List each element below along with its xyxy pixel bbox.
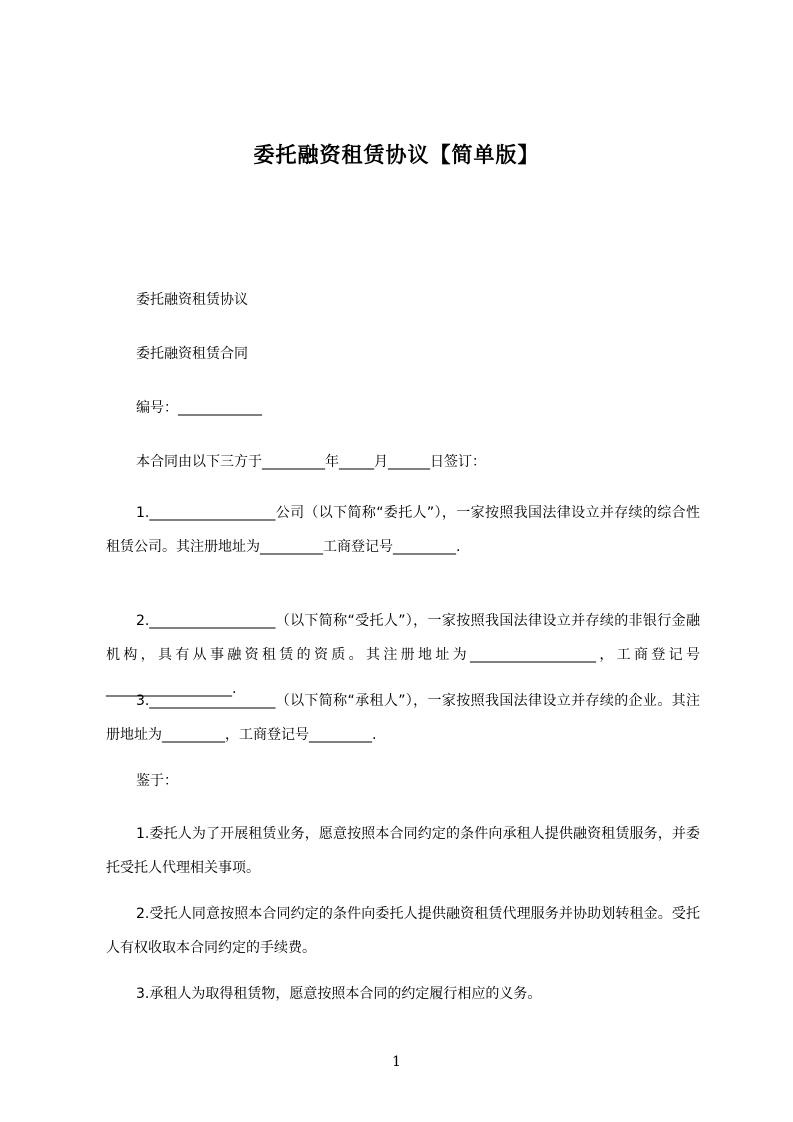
heading-agreement: 委托融资租赁协议: [136, 292, 248, 308]
whereas-item-2: 2.受托人同意按照本合同约定的条件向委托人提供融资租赁代理服务并协助划转租金。受托人有权收取本合同约定的手续费。: [106, 906, 700, 956]
contract-number: 编号：____________: [136, 400, 262, 416]
whereas-item-1: 1.委托人为了开展租赁业务，愿意按照本合同约定的条件向承租人提供融资租赁服务，并委托受托人代理相关事项。: [106, 826, 700, 876]
signing-date-line: 本合同由以下三方于_________年_____月______日签订：: [136, 454, 486, 470]
party-3-clause: 3.__________________（以下简称“承租人”），一家按照我国法律设立并存续的企业。其注册地址为_________，工商登记号_________.: [106, 693, 700, 743]
party-1-clause: 1.__________________公司（以下简称“委托人”），一家按照我国法律设立并存续的综合性租赁公司。其注册地址为_________工商登记号_________.: [106, 505, 700, 555]
whereas-item-3: 3.承租人为取得租赁物，愿意按照本合同的约定履行相应的义务。: [136, 986, 542, 1002]
document-title: 委托融资租赁协议【简单版】: [253, 143, 540, 167]
party-2-clause: 2.__________________（以下简称“受托人”），一家按照我国法律设立并存续的非银行金融机构，具有从事融资租赁的资质。其注册地址为__________________，工商登记号__________________.: [106, 613, 700, 697]
whereas-heading: 鉴于：: [136, 773, 178, 789]
page-number: 1: [392, 1054, 401, 1070]
heading-contract: 委托融资租赁合同: [136, 346, 248, 362]
